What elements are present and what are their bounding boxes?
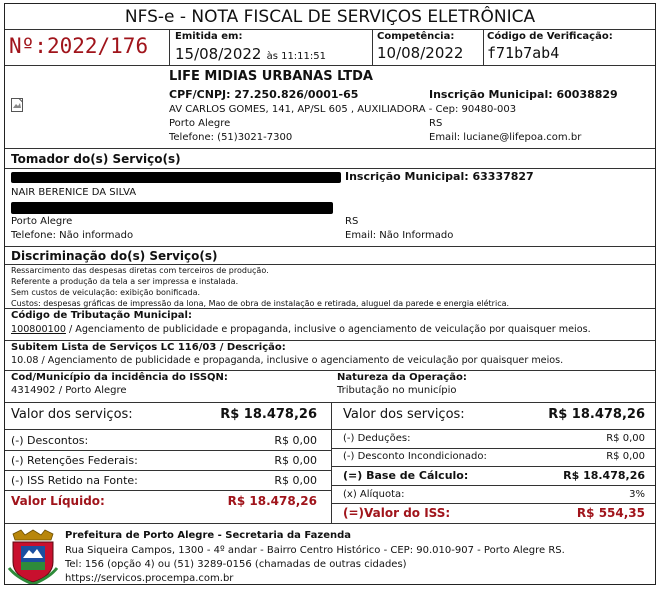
natureza-value: Tributação no município [337,385,457,396]
left-descontos-value: R$ 0,00 [274,434,317,447]
right-aliquota-value: 3% [629,489,645,500]
left-descontos-label: (-) Descontos: [11,434,89,447]
nfse-document [4,3,656,585]
competencia-label: Competência: [377,31,455,42]
left-iss-retido-row [11,474,317,487]
discriminacao-lines [11,265,509,309]
right-servicos-value: R$ 18.478,26 [548,407,645,422]
tributacao-code: 100800100 [11,324,66,335]
footer-address: Rua Siqueira Campos, 1300 - 4º andar - Bairro Centro Histórico - CEP: 90.010-907 - Porto Alegre RS. [65,545,565,556]
footer-url[interactable]: https://servicos.procempa.com.br [65,573,234,584]
right-deducoes-label: (-) Deduções: [343,433,411,444]
tomador-city: Porto Alegre [11,216,73,227]
redacted-cpf [11,172,341,183]
tributacao-label: Código de Tributação Municipal: [11,310,192,321]
tomador-phone: Telefone: Não informado [11,230,134,241]
incidencia-value: 4314902 / Porto Alegre [11,385,127,396]
right-aliquota-row [343,489,645,500]
subitem-label: Subitem Lista de Serviços LC 116/03 / Descrição: [11,342,286,353]
left-liquido-value: R$ 18.478,26 [227,494,317,508]
prestador-inscricao: Inscrição Municipal: 60038829 [429,88,618,101]
right-base-value: R$ 18.478,26 [563,469,645,482]
tomador-inscricao: Inscrição Municipal: 63337827 [345,170,534,183]
tomador-email: Email: Não Informado [345,230,454,241]
left-retencoes-label: (-) Retenções Federais: [11,454,138,467]
right-base-label: (=) Base de Cálculo: [343,469,469,482]
right-deducoes-value: R$ 0,00 [606,433,645,444]
invoice-number-value: 2022/176 [46,34,149,58]
right-iss-value: R$ 554,35 [576,506,645,520]
prestador-logo-placeholder-icon [11,97,23,111]
right-desconto-incond-label: (-) Desconto Incondicionado: [343,451,487,462]
right-iss-row [343,506,645,520]
discriminacao-line: Sem custos de veiculação: exibição bonificada. [11,288,201,297]
incidencia-label: Cod/Município da incidência do ISSQN: [11,372,228,383]
left-iss-retido-value: R$ 0,00 [274,474,317,487]
prestador-address: AV CARLOS GOMES, 141, AP/SL 605 , AUXILIADORA - Cep: 90480-003 [169,104,517,115]
left-servicos-value: R$ 18.478,26 [220,407,317,422]
invoice-number-label: Nº: [9,34,47,58]
right-base-row [343,469,645,482]
right-servicos-label: Valor dos serviços: [343,407,465,422]
right-desconto-incond-value: R$ 0,00 [606,451,645,462]
porto-alegre-coat-of-arms-icon [7,528,59,584]
prestador-phone: Telefone: (51)3021-7300 [169,132,293,143]
tributacao-value [11,324,591,335]
invoice-number [9,34,148,58]
left-servicos-label: Valor dos serviços: [11,407,133,422]
tomador-name: NAIR BERENICE DA SILVA [11,187,137,198]
emitida-time: às 11:11:51 [266,51,326,62]
emitida-label: Emitida em: [175,31,243,42]
prestador-name: LIFE MIDIAS URBANAS LTDA [169,69,373,84]
left-iss-retido-label: (-) ISS Retido na Fonte: [11,474,138,487]
left-liquido-row [11,494,317,508]
competencia-value: 10/08/2022 [377,44,464,62]
discriminacao-section-title: Discriminação do(s) Serviço(s) [11,249,218,263]
footer-phone: Tel: 156 (opção 4) ou (51) 3289-0156 (chamadas de outras cidades) [65,559,407,570]
emitida-date: 15/08/2022 [175,45,262,63]
prestador-city: Porto Alegre [169,118,231,129]
natureza-label: Natureza da Operação: [337,372,467,383]
prestador-email: Email: luciane@lifepoa.com.br [429,132,582,143]
tributacao-text: / Agenciamento de publicidade e propaganda, inclusive o agenciamento de veiculação por quaisquer meios. [65,324,591,335]
redacted-address [11,202,333,214]
footer-org: Prefeitura de Porto Alegre - Secretaria da Fazenda [65,530,352,541]
discriminacao-line: Referente a produção da tela a ser impressa e instalada. [11,277,239,286]
discriminacao-line: Custos: despesas gráficas de impressão da lona, Mao de obra de instalação e retirada, aluguel da parede e energia elétrica. [11,299,510,308]
discriminacao-line: Ressarcimento das despesas diretas com terceiros de produção. [11,266,269,275]
tomador-section-title: Tomador do(s) Serviço(s) [11,152,181,166]
right-iss-label: (=)Valor do ISS: [343,506,451,520]
right-desconto-incond-row [343,451,645,462]
left-servicos-row [11,407,317,422]
subitem-text: 10.08 / Agenciamento de publicidade e propaganda, inclusive o agenciamento de veiculação por quaisquer meios. [11,355,564,366]
codigo-value: f71b7ab4 [487,44,560,62]
prestador-cnpj: CPF/CNPJ: 27.250.826/0001-65 [169,88,359,101]
left-retencoes-value: R$ 0,00 [274,454,317,467]
right-aliquota-label: (x) Alíquota: [343,489,405,500]
right-deducoes-row [343,433,645,444]
codigo-label: Código de Verificação: [487,31,613,42]
tomador-state: RS [345,216,359,227]
left-liquido-label: Valor Líquido: [11,494,105,508]
prestador-state: RS [429,118,443,129]
right-servicos-row [343,407,645,422]
document-title: NFS-e - NOTA FISCAL DE SERVIÇOS ELETRÔNICA [124,7,536,27]
left-descontos-row [11,434,317,447]
left-retencoes-row [11,454,317,467]
emitida-value [175,44,326,63]
